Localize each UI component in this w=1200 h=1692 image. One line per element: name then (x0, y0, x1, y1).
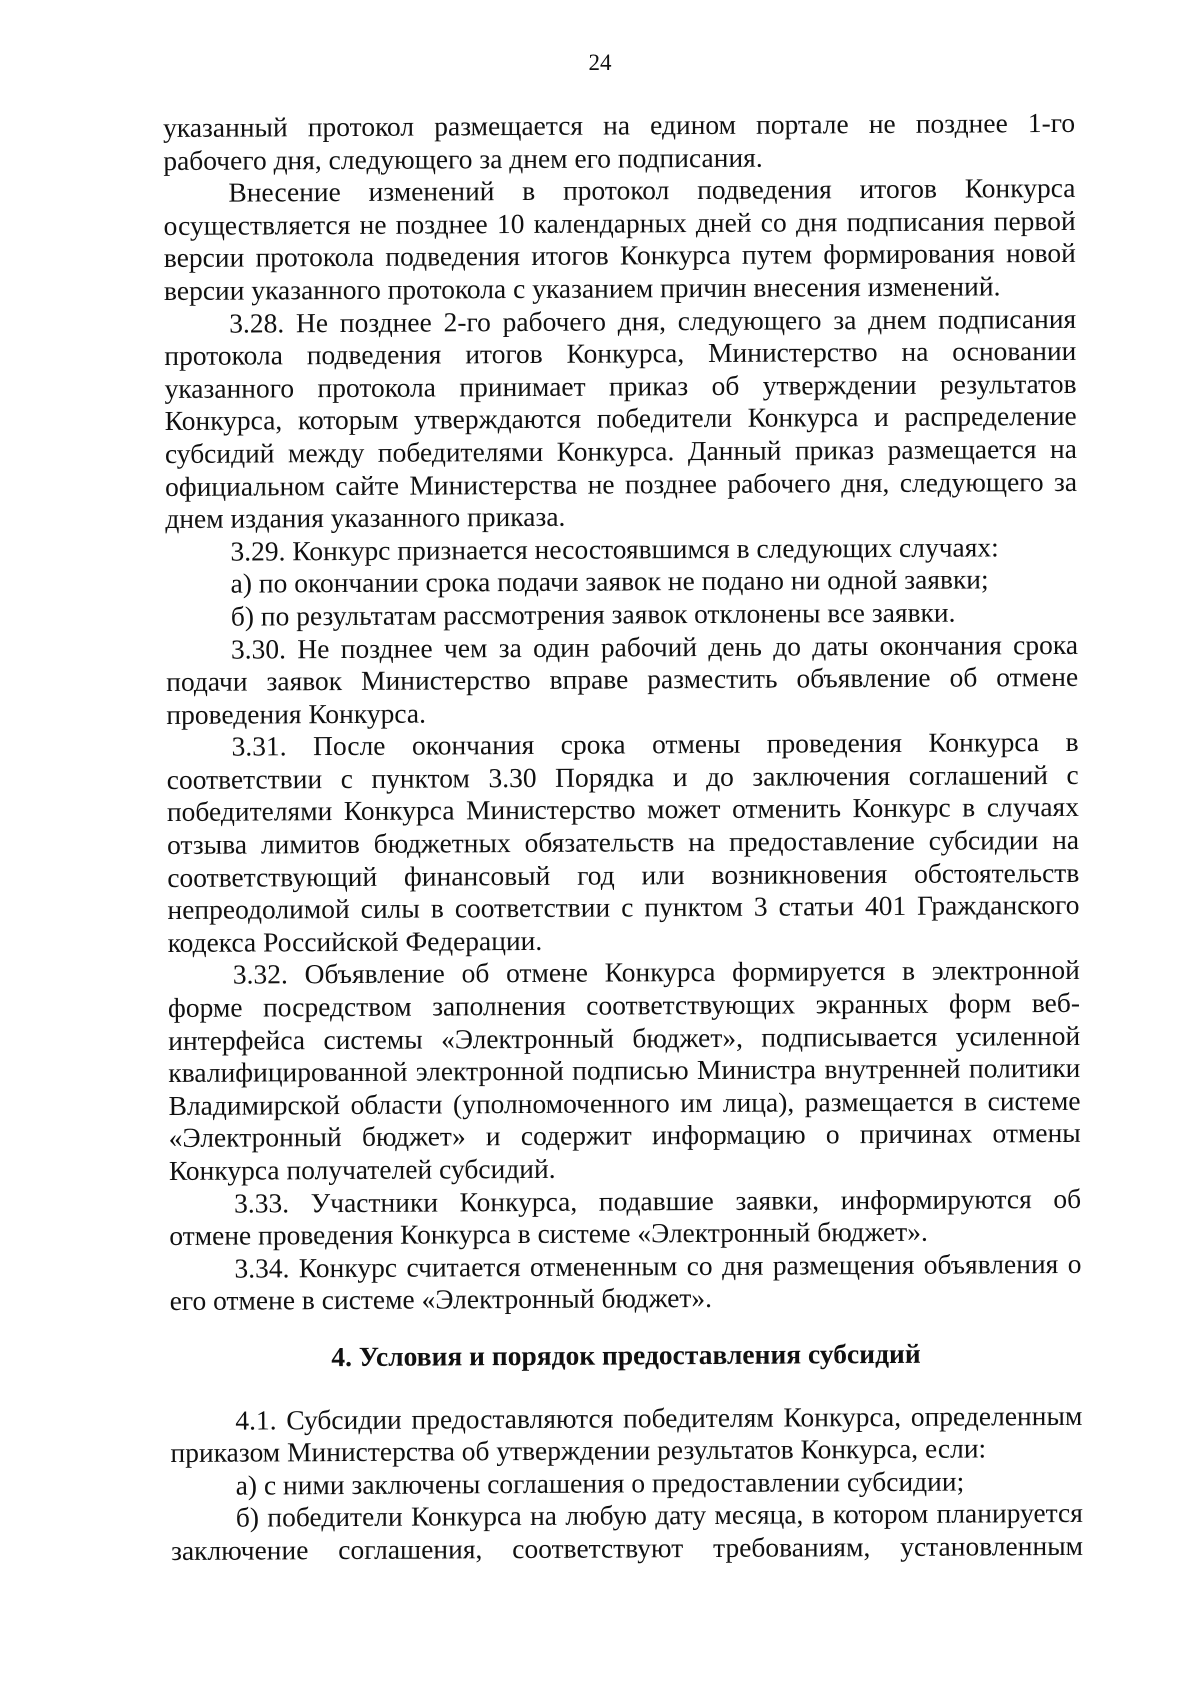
list-item-b: б) по результатам рассмотрения заявок отклонены все заявки. (230, 596, 956, 632)
paragraph-protocol-changes: Внесение изменений в протокол подведения итогов Конкурса осуществляется не позднее 10 календарных дней со дня подписания первой версии протокола подведения итогов Конкурса путем формирования новой версии указанного протокола с указанием причин внесения изменений. (163, 172, 1076, 306)
paragraph-3-29: 3.29. Конкурс признается несостоявшимся в следующих случаях: (230, 531, 999, 567)
section-heading: 4. Условия и порядок предоставления субсидий (331, 1337, 921, 1373)
paragraph-3-31: 3.31. После окончания срока отмены проведения Конкурса в соответствии с пунктом 3.30 Порядка и до заключения соглашений с победителями Конкурса Министерство может отменить Конкурс в случаях отзыва лимитов бюджетных обязательств на предоставление субсидии на соответствующий финансовый год или возникновения обстоятельств непреодолимой силы в соответствии с пунктом 3 статьи 401 Гражданского кодекса Российской Федерации. (166, 726, 1080, 958)
paragraph-3-30: 3.30. Не позднее чем за один рабочий день до даты окончания срока подачи заявок Министерство вправе разместить объявление об отмене проведения Конкурса. (166, 628, 1079, 730)
page-number: 24 (588, 50, 612, 75)
paragraph-3-32: 3.32. Объявление об отмене Конкурса формируется в электронной форме посредством заполнения соответствующих экранных форм веб-интерфейса системы «Электронный бюджет», подписывается усиленной квалифицированной электронной подписью Министра внутренней политики Владимирской области (уполномоченного им лица), размещается в системе «Электронный бюджет» и содержит информацию о причинах отмены Конкурса получателей субсидий. (167, 954, 1081, 1186)
document-body (163, 107, 1083, 1568)
paragraph-4-1: 4.1. Субсидии предоставляются победителям Конкурса, определенным приказом Министерства об утверждении результатов Конкурса, если: (170, 1399, 1083, 1469)
paragraph-3-33: 3.33. Участники Конкурса, подавшие заявки, информируются об отмене проведения Конкурса в системе «Электронный бюджет». (169, 1182, 1082, 1252)
paragraph-3-34: 3.34. Конкурс считается отмененным со дня размещения объявления о его отмене в системе «Электронный бюджет». (169, 1247, 1082, 1317)
list-item-4-1-a: а) с ними заключены соглашения о предоставлении субсидии; (235, 1465, 965, 1501)
list-item-a: а) по окончании срока подачи заявок не подано ни одной заявки; (230, 563, 989, 599)
paragraph-3-28: 3.28. Не позднее 2-го рабочего дня, следующего за днем подписания протокола подведения итогов Конкурса, Министерство на основании указанного протокола принимает приказ об утверждении результатов Конкурса, которым утверждаются победители Конкурса и распределение субсидий между победителями Конкурса. Данный приказ размещается на официальном сайте Министерства не позднее рабочего дня, следующего за днем издания указанного приказа. (164, 302, 1078, 535)
paragraph-continuation: указанный протокол размещается на едином портале не позднее 1-го рабочего дня, следующего за днем его подписания. (163, 106, 1076, 176)
list-item-4-1-b: б) победители Конкурса на любую дату месяца, в котором планируется заключение соглашения, соответствуют требованиям, установленным (170, 1497, 1084, 1566)
